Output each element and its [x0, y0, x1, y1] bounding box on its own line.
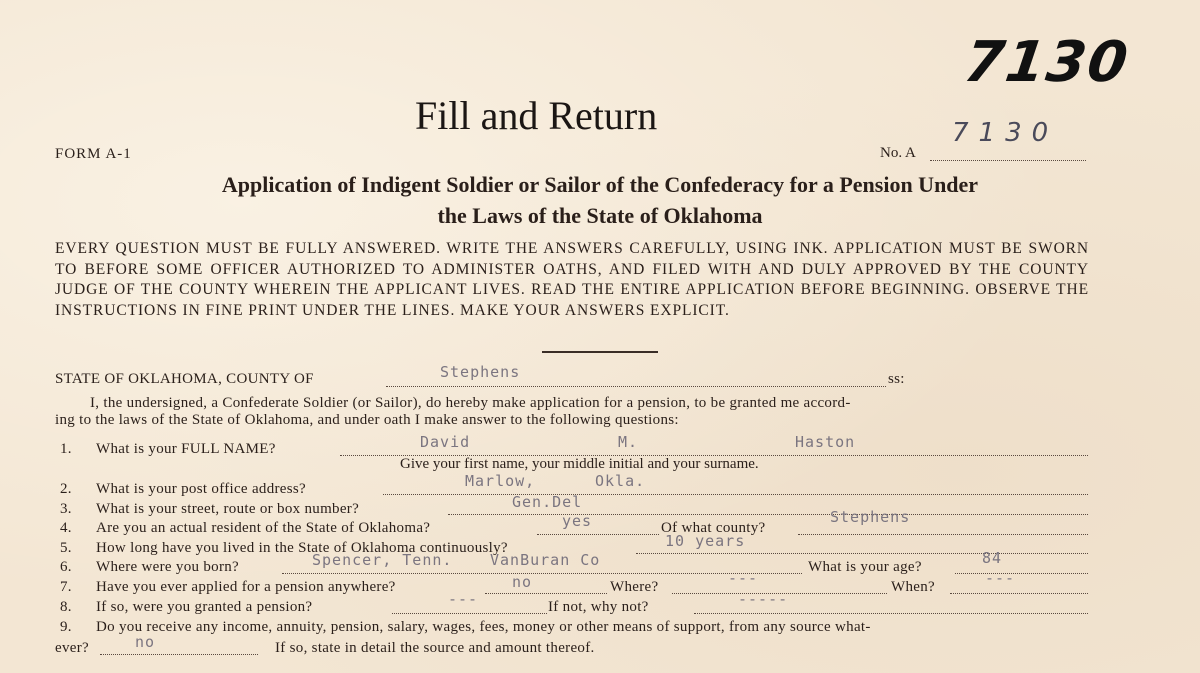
question-6-label2: What is your age?	[808, 559, 922, 575]
question-4-blank	[537, 534, 659, 535]
question-1-middle-initial: M.	[618, 433, 639, 451]
question-5-blank	[636, 553, 1088, 554]
question-7-blank3	[950, 593, 1088, 594]
question-6-birthplace: Spencer, Tenn.	[312, 551, 453, 569]
question-2-number: 2.	[60, 481, 72, 497]
question-7-where: ---	[728, 569, 759, 587]
oath-line2: ing to the laws of the State of Oklahoma, and under oath I make answer to the following questions:	[55, 412, 679, 428]
question-4	[60, 520, 430, 537]
form-heading-line2: the Laws of the State of Oklahoma	[437, 203, 763, 228]
application-no-value: 7130	[952, 118, 1059, 148]
oath-line1: I, the undersigned, a Confederate Soldier (or Sailor), do hereby make application for a pension, to be granted me accord-	[90, 395, 851, 411]
question-9-value: no	[135, 633, 156, 651]
question-7-number: 7.	[60, 579, 72, 595]
question-9	[60, 619, 871, 636]
form-heading-line1: Application of Indigent Soldier or Sailor of the Confederacy for a Pension Under	[221, 172, 979, 197]
question-8-value: ---	[448, 590, 479, 608]
question-4-value: yes	[562, 512, 593, 530]
question-6-number: 6.	[60, 559, 72, 575]
question-7-label2: Where?	[610, 579, 659, 595]
question-6-blank	[282, 573, 802, 574]
question-8	[60, 599, 312, 616]
question-3-blank	[448, 514, 1088, 515]
application-no-label: No. A	[880, 145, 916, 161]
question-6	[60, 559, 239, 576]
question-2	[60, 481, 306, 498]
question-6-age: 84	[982, 549, 1003, 567]
question-2-blank	[383, 494, 1088, 495]
question-3-label: What is your street, route or box number?	[96, 501, 360, 517]
instructions-paragraph: EVERY QUESTION MUST BE FULLY ANSWERED. WRITE THE ANSWERS CAREFULLY, USING INK. APPLICATION MUST BE SWORN TO BEFORE SOME OFFICER AUTHORIZED TO ADMINISTER OATHS, AND FILED WITH AND DULY APPROVED BY THE COUNTY JUDGE OF THE COUNTY WHEREIN THE APPLICANT LIVES. READ THE ENTIRE APPLICATION BEFORE BEGINNING. OBSERVE THE INSTRUCTIONS IN FINE PRINT UNDER THE LINES. MAKE YOUR ANSWERS EXPLICIT.	[55, 240, 1089, 320]
question-8-blank2	[694, 613, 1088, 614]
question-8-number: 8.	[60, 599, 72, 615]
question-9-line1: Do you receive any income, annuity, pension, salary, wages, fees, money or other means of support, from any source what-	[96, 619, 871, 635]
question-4-blank2	[798, 534, 1088, 535]
question-9-blank	[100, 654, 258, 655]
question-8-blank	[392, 613, 547, 614]
question-4-county: Stephens	[830, 508, 911, 526]
question-3	[60, 501, 359, 518]
question-7-label3: When?	[891, 579, 935, 595]
question-7	[60, 579, 396, 596]
question-1-hint: Give your first name, your middle initial and your surname.	[400, 456, 759, 472]
question-7-when: ---	[985, 569, 1016, 587]
county-line-value: Stephens	[440, 363, 521, 381]
county-line-label: STATE OF OKLAHOMA, COUNTY OF	[55, 371, 314, 387]
question-8-why-not: -----	[738, 590, 789, 608]
question-4-number: 4.	[60, 520, 72, 536]
question-8-label: If so, were you granted a pension?	[96, 599, 313, 615]
question-1-first-name: David	[420, 433, 471, 451]
question-8-label2: If not, why not?	[548, 599, 649, 615]
question-6-label: Where were you born?	[96, 559, 240, 575]
question-9-label2: If so, state in detail the source and amount thereof.	[275, 640, 595, 656]
question-6-birth-county: VanBuran Co	[490, 551, 601, 569]
county-line-blank	[386, 386, 886, 387]
question-1-number: 1.	[60, 441, 72, 457]
question-5-label: How long have you lived in the State of Oklahoma continuously?	[96, 540, 508, 556]
question-2-label: What is your post office address?	[96, 481, 306, 497]
question-3-value: Gen.Del	[512, 493, 583, 511]
form-id: FORM A-1	[55, 146, 132, 162]
question-9-number: 9.	[60, 619, 72, 635]
question-1-surname: Haston	[795, 433, 856, 451]
question-3-number: 3.	[60, 501, 72, 517]
question-1-label: What is your FULL NAME?	[96, 441, 276, 457]
section-divider	[542, 351, 658, 353]
form-title: Fill and Return	[415, 93, 658, 138]
question-7-blank	[485, 593, 607, 594]
handwritten-application-number: 7130	[960, 30, 1134, 95]
application-no-line	[930, 160, 1086, 161]
question-9-label: ever?	[55, 640, 89, 656]
question-2-city: Marlow,	[465, 472, 536, 490]
question-6-blank2	[955, 573, 1088, 574]
question-7-label: Have you ever applied for a pension anywhere?	[96, 579, 396, 595]
question-2-state: Okla.	[595, 472, 646, 490]
question-4-label2: Of what county?	[661, 520, 766, 536]
question-1	[60, 441, 276, 458]
question-5-value: 10 years	[665, 532, 746, 550]
question-5-number: 5.	[60, 540, 72, 556]
question-4-label: Are you an actual resident of the State of Oklahoma?	[96, 520, 431, 536]
question-7-value: no	[512, 573, 533, 591]
county-line-suffix: ss:	[888, 371, 905, 387]
